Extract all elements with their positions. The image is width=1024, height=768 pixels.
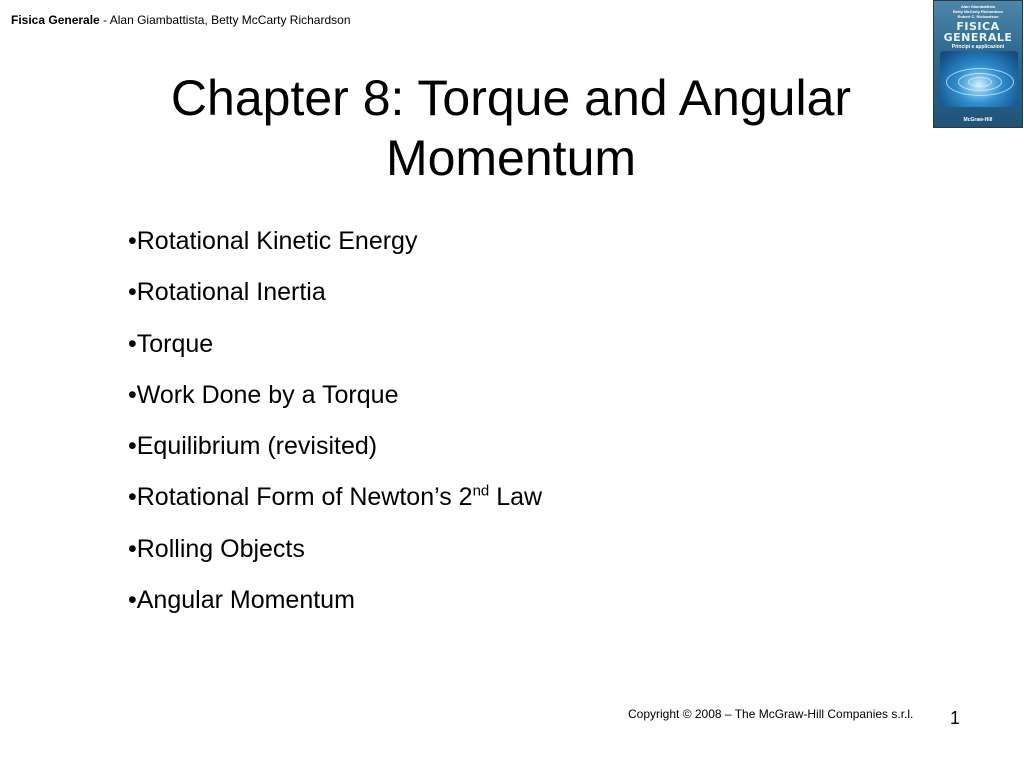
cover-subtitle: Principi e applicazioni [951,44,1005,50]
cover-title-line-1: FISICA [956,20,1000,33]
page-number: 1 [950,708,961,728]
cover-publisher: McGraw-Hill [963,117,993,123]
topic-item: •Work Done by a Torque [128,380,399,409]
topic-list [128,226,542,636]
topic-text: Law [489,483,543,512]
book-cover-image [933,0,1023,128]
water-drop-illustration [940,51,1018,107]
cover-title-line-2: GENERALE [943,31,1013,44]
book-title: Fisica Generale [11,13,100,27]
slide-title [100,68,922,188]
cover-authors [934,4,1022,19]
cover-author: Betty McCarty Richardson [952,9,1003,14]
header-separator: - [99,13,110,27]
topic-item [128,482,542,512]
cover-title [934,21,1022,43]
topic-item: •Rotational Inertia [128,278,326,307]
slide-title-line-2: Momentum [385,129,637,186]
ripple [946,68,1014,96]
topic-item: •Rotational Kinetic Energy [128,227,418,255]
slide-title-line-1: Chapter 8: Torque and Angular [170,69,852,126]
book-authors: Alan Giambattista, Betty McCarty Richardson [109,13,351,27]
topic-item: •Rolling Objects [128,534,305,563]
cover-author: Robert C. Richardson [957,14,999,19]
topic-item: •Equilibrium (revisited) [128,432,378,461]
header-credit [11,13,351,27]
copyright-notice: Copyright © 2008 – The McGraw-Hill Companies s.r.l. [628,707,914,721]
topic-text: •Rotational Form of Newton’s 2 [128,483,473,512]
topic-item: •Torque [128,329,214,358]
ordinal-superscript: nd [472,483,490,501]
cover-author: Alan Giambattista [960,4,995,9]
topic-item: •Angular Momentum [128,586,355,615]
